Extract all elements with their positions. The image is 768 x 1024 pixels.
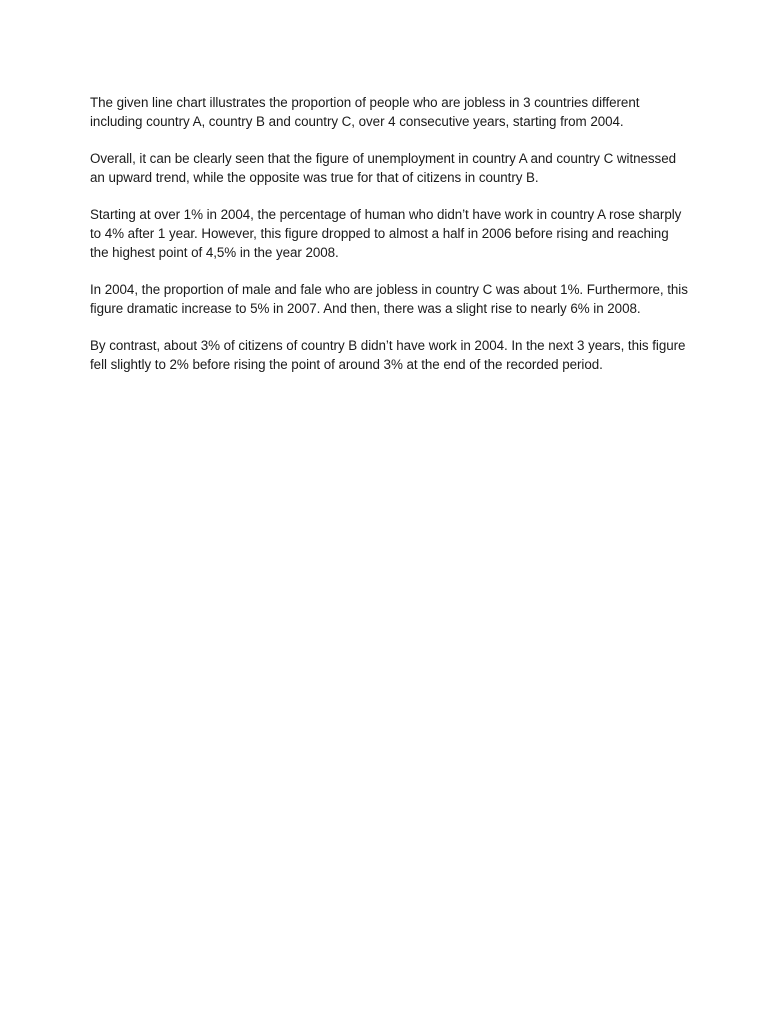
paragraph-introduction: The given line chart illustrates the proportion of people who are jobless in 3 countries different including country A, country B and country C, over 4 consecutive years, starting from 2004. [90,95,640,129]
paragraph-overview: Overall, it can be clearly seen that the figure of unemployment in country A and country C witnessed an upward trend, while the opposite was true for that of citizens in country B. [90,151,676,185]
paragraph-country-c: In 2004, the proportion of male and fale who are jobless in country C was about 1%. Furthermore, this figure dramatic increase to 5% in 2007. And then, there was a slight rise to nearly 6% in 2008. [90,282,688,316]
paragraph-country-b: By contrast, about 3% of citizens of country B didn’t have work in 2004. In the next 3 years, this figure fell slightly to 2% before rising the point of around 3% at the end of the recorded period. [90,338,686,372]
paragraph-country-a: Starting at over 1% in 2004, the percentage of human who didn’t have work in country A rose sharply to 4% after 1 year. However, this figure dropped to almost a half in 2006 before rising and reaching the highest point of 4,5% in the year 2008. [90,207,682,260]
